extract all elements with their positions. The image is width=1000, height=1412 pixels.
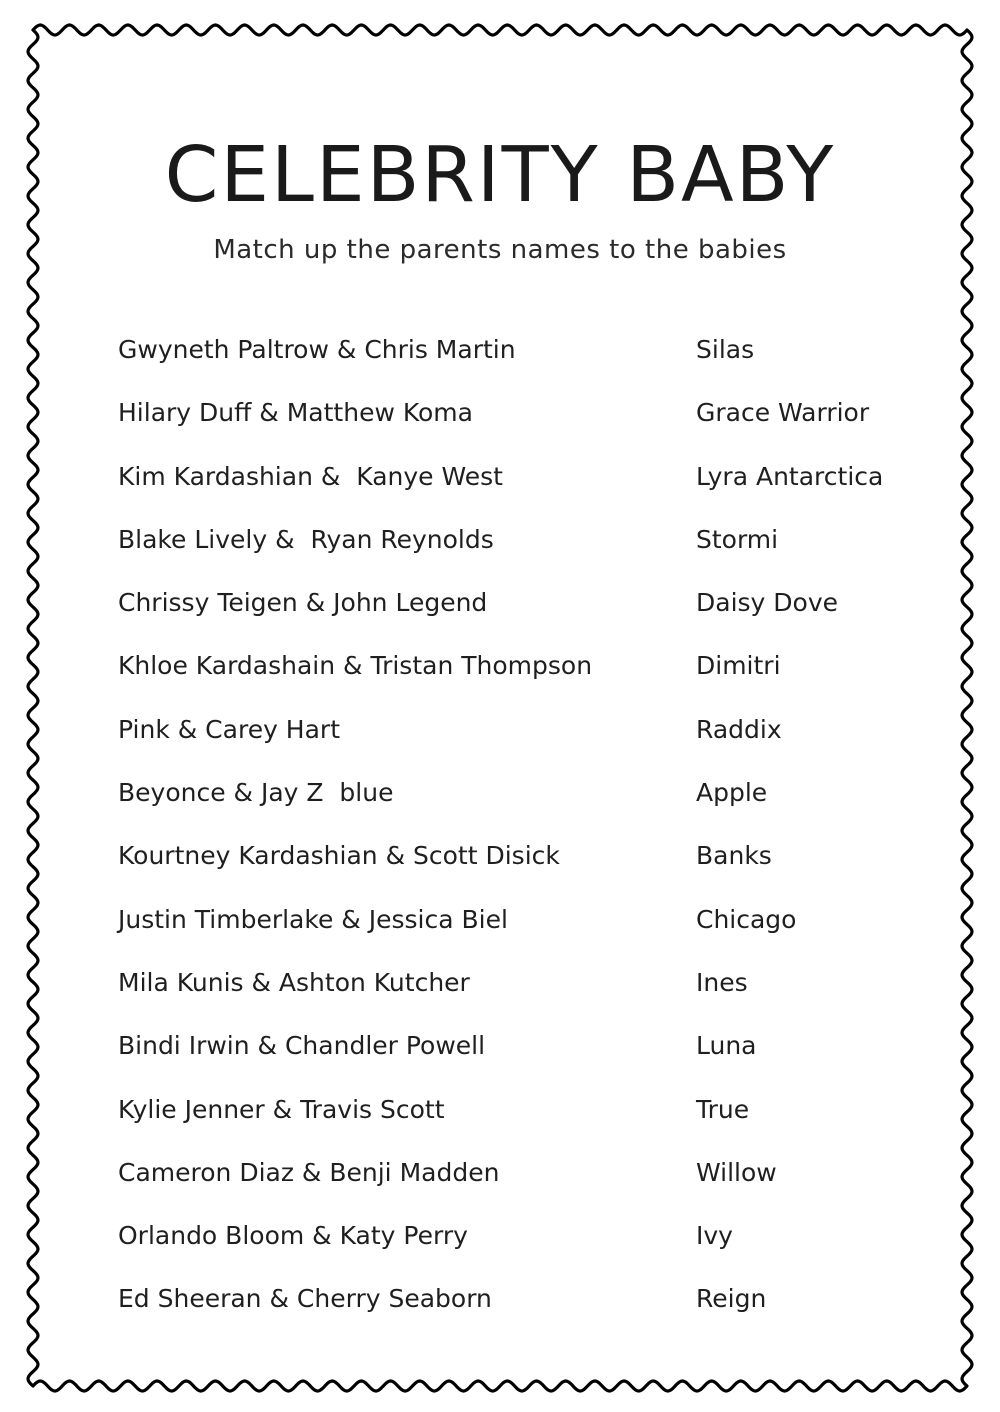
parents-name: Kylie Jenner & Travis Scott xyxy=(118,1094,445,1124)
match-row xyxy=(118,457,918,520)
baby-name: Dimitri xyxy=(696,651,781,681)
parents-name: Gwyneth Paltrow & Chris Martin xyxy=(118,335,516,364)
match-row xyxy=(118,583,918,646)
match-row xyxy=(118,520,918,583)
baby-name: Raddix xyxy=(696,714,782,744)
parents-name: Mila Kunis & Ashton Kutcher xyxy=(118,967,470,997)
parents-name: Beyonce & Jay Z blue xyxy=(118,778,394,808)
match-row xyxy=(118,1279,918,1342)
baby-name: Daisy Dove xyxy=(696,588,839,618)
match-row xyxy=(118,393,918,456)
match-row xyxy=(118,710,918,773)
parents-name: Justin Timberlake & Jessica Biel xyxy=(118,904,508,934)
parents-name: Cameron Diaz & Benji Madden xyxy=(118,1157,500,1187)
parents-name: Pink & Carey Hart xyxy=(118,714,341,744)
match-row xyxy=(118,1026,918,1089)
match-row xyxy=(118,330,918,393)
baby-name: Grace Warrior xyxy=(696,398,870,428)
baby-name: Ines xyxy=(696,967,748,997)
match-row xyxy=(118,1153,918,1216)
parents-name: Kim Kardashian & Kanye West xyxy=(118,461,503,491)
page-title: CELEBRITY BABY xyxy=(164,131,836,220)
match-row xyxy=(118,963,918,1026)
match-list xyxy=(118,330,918,1343)
match-row xyxy=(118,836,918,899)
parents-name: Hilary Duff & Matthew Koma xyxy=(118,398,473,428)
parents-name: Ed Sheeran & Cherry Seaborn xyxy=(118,1284,492,1314)
baby-name: Apple xyxy=(696,778,768,808)
parents-name: Orlando Bloom & Katy Perry xyxy=(118,1221,468,1251)
parents-name: Chrissy Teigen & John Legend xyxy=(118,588,488,618)
page-subtitle: Match up the parents names to the babies xyxy=(213,235,787,265)
baby-name: Willow xyxy=(696,1157,777,1187)
parents-name: Kourtney Kardashian & Scott Disick xyxy=(118,841,560,871)
baby-name: Luna xyxy=(696,1031,757,1061)
match-row xyxy=(118,900,918,963)
baby-name: Chicago xyxy=(696,904,797,934)
parents-name: Bindi Irwin & Chandler Powell xyxy=(118,1031,486,1061)
baby-name: Reign xyxy=(696,1284,767,1314)
parents-name: Khloe Kardashain & Tristan Thompson xyxy=(118,651,593,681)
baby-name: Silas xyxy=(696,335,755,364)
baby-name: Banks xyxy=(696,841,772,871)
match-row xyxy=(118,646,918,709)
baby-name: True xyxy=(696,1094,750,1124)
match-row xyxy=(118,1216,918,1279)
baby-name: Ivy xyxy=(696,1221,733,1251)
baby-name: Lyra Antarctica xyxy=(696,461,884,491)
parents-name: Blake Lively & Ryan Reynolds xyxy=(118,524,494,554)
baby-name: Stormi xyxy=(696,524,779,554)
match-row xyxy=(118,773,918,836)
match-row xyxy=(118,1090,918,1153)
